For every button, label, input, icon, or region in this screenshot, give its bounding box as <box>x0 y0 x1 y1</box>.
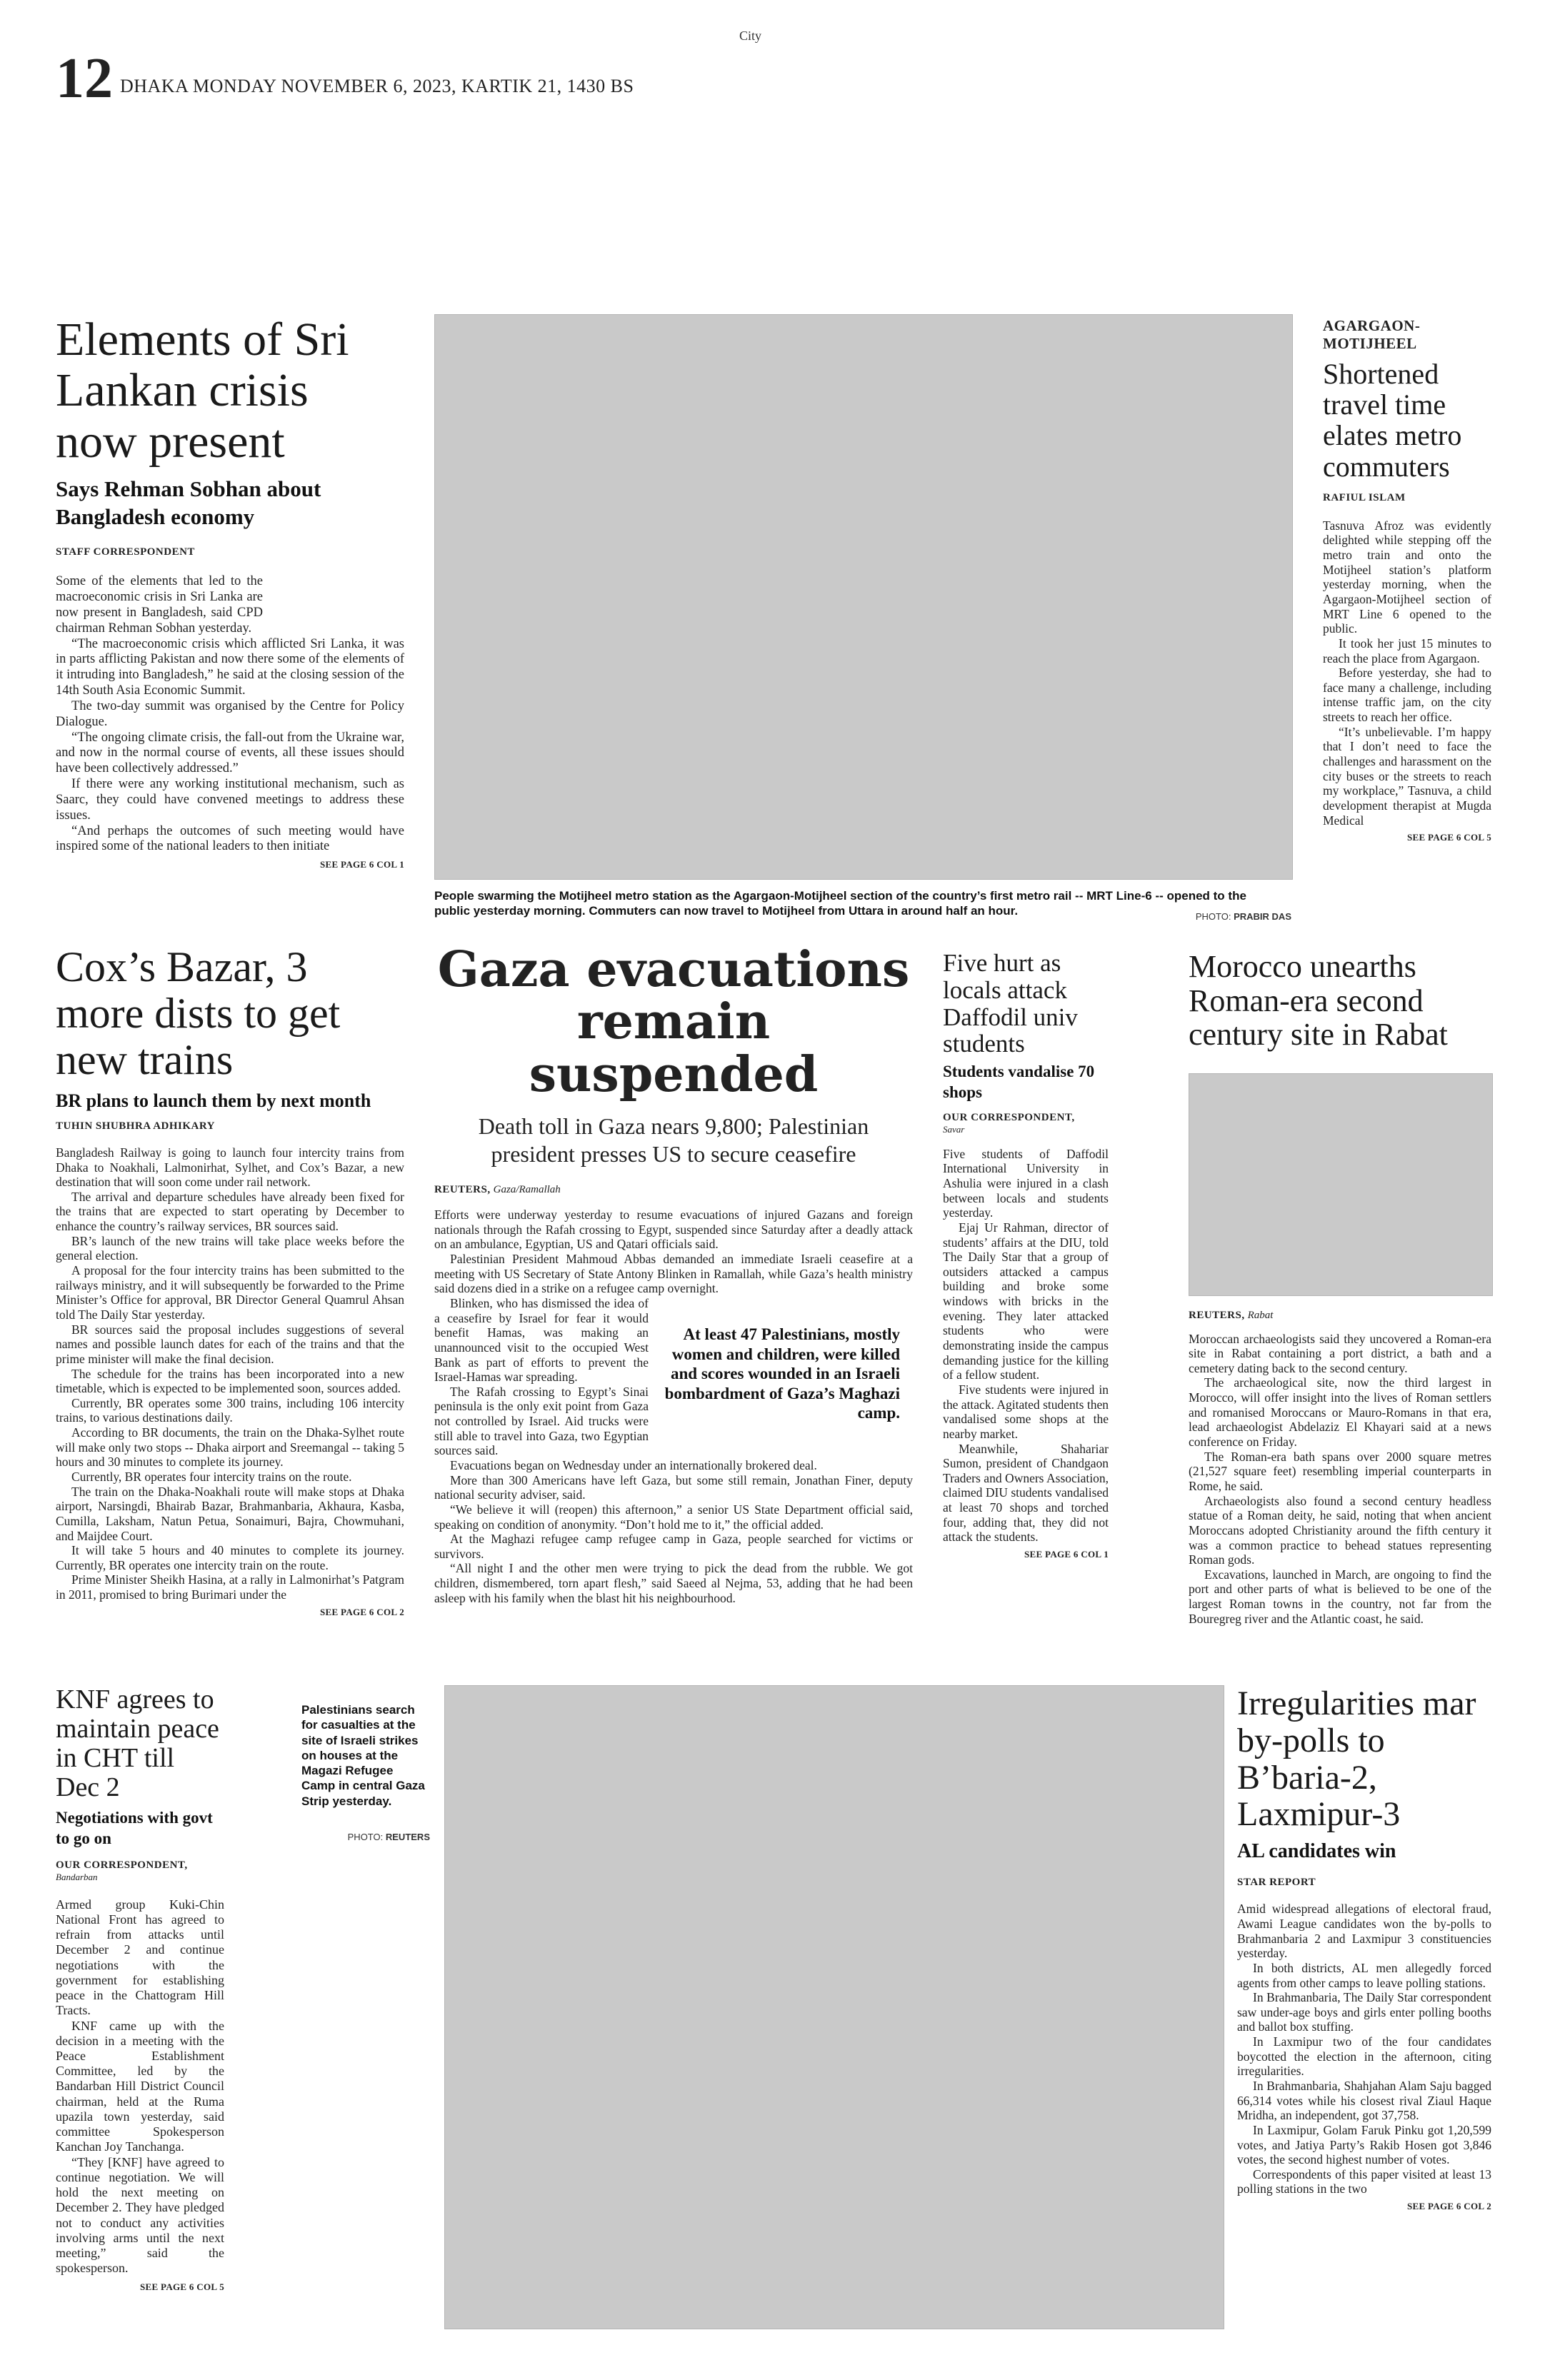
paragraph: In Brahmanbaria, The Daily Star correspondent saw under-age boys and girls enter polling booths and ballot box stuffing. <box>1237 1990 1491 2034</box>
place: Gaza/Ramallah <box>493 1184 561 1196</box>
headline: Gaza evacuations remain suspended <box>437 941 910 1103</box>
article-metro <box>1323 317 1491 843</box>
paragraph: In both districts, AL men allegedly forced agents from other camps to leave polling stations. <box>1237 1960 1491 1990</box>
morocco-photo <box>1189 1073 1493 1296</box>
article-knf <box>56 1685 224 2293</box>
paragraph: “They [KNF] have agreed to continue negotiation. We will hold the next meeting on December 2. They have pledged not to conduct any activities involving arms until the next meeting,” said the spokesperson. <box>56 2154 224 2276</box>
headline: Shortened travel time elates metro commuters <box>1323 358 1462 483</box>
credit-label: PHOTO: <box>1195 911 1231 922</box>
metro-photo-credit <box>1143 911 1291 922</box>
paragraph: In Laxmipur two of the four candidates boycotted the election in the afternoon, citing irregularities. <box>1237 2034 1491 2079</box>
headline: KNF agrees to maintain peace in CHT till Dec 2 <box>56 1684 219 1803</box>
article-body <box>434 1207 913 1605</box>
subhead: Students vandalise 70 shops <box>943 1063 1095 1101</box>
metro-photo <box>434 314 1293 880</box>
metro-photo-caption: People swarming the Motijheel metro station as the Agargaon-Motijheel section of the country’s first metro rail -- MRT Line-6 -- opened to the public yesterday morning. Commuters can now travel to Motijheel from Uttara in around half an hour. <box>434 889 1246 918</box>
see-page-link[interactable]: SEE PAGE 6 COL 1 <box>320 859 404 870</box>
credit-name: PRABIR DAS <box>1234 911 1291 922</box>
byline: REUTERS, <box>1189 1309 1245 1321</box>
byline: STAR REPORT <box>1237 1877 1316 1889</box>
article-body <box>943 1147 1109 1545</box>
paragraph: Five students of Daffodil International University in Ashulia were injured in a clash between locals and students yesterday. <box>943 1146 1109 1220</box>
paragraph: In Laxmipur, Golam Faruk Pinku got 1,20,599 votes, and Jatiya Party’s Rakib Hosen got 3,846 votes, the second highest number of votes. <box>1237 2122 1491 2167</box>
article-body <box>1323 518 1491 828</box>
paragraph: In Brahmanbaria, Shahjahan Alam Saju bagged 66,314 votes while his closest rival Ziaul Haque Mridha, an independent, got 37,758. <box>1237 2079 1491 2123</box>
article-body <box>56 1145 404 1602</box>
see-page-link[interactable]: SEE PAGE 6 COL 5 <box>1407 832 1491 843</box>
gaza-photo-caption: Palestinians search for casualties at the site of Israeli strikes on houses at the Magazi Refugee Camp in central Gaza Strip yesterday. <box>301 1703 425 1808</box>
section-label: City <box>739 29 762 43</box>
headline: Elements of Sri Lankan crisis now present <box>56 313 349 468</box>
paragraph: “The ongoing climate crisis, the fall-out from the Ukraine war, and now in the normal course of events, all these issues should have been collectively addressed.” <box>56 730 404 776</box>
headline: Morocco unearths Roman-era second century site in Rabat <box>1189 949 1448 1053</box>
see-page-link[interactable]: SEE PAGE 6 COL 5 <box>140 2281 224 2293</box>
article-body <box>56 1897 224 2276</box>
paragraph: Some of the elements that led to the macroeconomic crisis in Sri Lanka are now present in Bangladesh, said CPD chairman Rehman Sobhan yesterday. <box>56 574 263 636</box>
credit-name: REUTERS <box>385 1832 430 1842</box>
paragraph: “It’s unbelievable. I’m happy that I don’t need to face the challenges and harassment on the city buses or the streets to reach my workplace,” Tasnuva, a child development therapist at Mugda Medical <box>1323 724 1491 828</box>
pull-quote-row <box>434 1296 913 1458</box>
paragraph: Palestinian President Mahmoud Abbas demanded an immediate Israeli ceasefire at a meeting with US Secretary of State Antony Blinken in Ramallah, while Gaza’s health ministry said dozens died in a strike on a refugee camp overnight. <box>434 1252 913 1296</box>
paragraph: Correspondents of this paper visited at least 13 polling stations in the two <box>1237 2166 1491 2196</box>
paragraph: The Rafah crossing to Egypt’s Sinai peninsula is the only exit point from Gaza not controlled by Israel. Aid trucks were still able to travel into Gaza, two Egyptian sources said. <box>434 1384 649 1458</box>
paragraph: “We believe it will (reopen) this afternoon,” a senior US State Department official said, speaking on condition of anonymity. “Don’t hold me to it,” the official added. <box>434 1502 913 1532</box>
headline: Five hurt as locals attack Daffodil univ students <box>943 949 1078 1058</box>
subhead: BR plans to launch them by next month <box>56 1090 371 1112</box>
paragraph: KNF came up with the decision in a meeting with the Peace Establishment Committee, led by the Bandarban Hill District Council chairman, held at the Ruma upazila town yesterday, said committee Spokesperson Kanchan Joy Tanchanga. <box>56 2018 224 2154</box>
paragraph: “All night I and the other men were trying to pick the dead from the rubble. We got children, dismembered, torn apart flesh,” said Saeed al Nejma, 53, adding that he had been asleep with his family when the blast hit his neighbourhood. <box>434 1561 913 1605</box>
pull-quote: At least 47 Palestinians, mostly women and children, were killed and scores wounded in an Israeli bombardment of Gaza’s Maghazi camp. <box>664 1325 900 1422</box>
place: Rabat <box>1247 1309 1274 1321</box>
subhead: Negotiations with govt to go on <box>56 1809 213 1847</box>
paragraph: The archaeological site, now the third largest in Morocco, will offer insight into the lives of Roman settlers and romanised Moroccans or Mauro-Romans in that era, lead archaeologist Abdelaziz El Khayari said at a news conference on Friday. <box>1189 1375 1491 1450</box>
subhead: AL candidates win <box>1237 1840 1396 1863</box>
byline: OUR CORRESPONDENT, <box>56 1859 188 1871</box>
paragraph: The two-day summit was organised by the Centre for Policy Dialogue. <box>56 698 404 729</box>
paragraph: Currently, BR operates four intercity trains on the route. <box>71 1469 352 1484</box>
dateline-block <box>434 1183 913 1196</box>
paragraph: The train on the Dhaka-Noakhali route will make stops at Dhaka airport, Narsingdi, Bhairab Bazar, Brahmanbaria, Akhaura, Kasba, Cumilla, Laksham, Natun Petua, Sonaimuri, Bajra, Chowmuhani, and Maijdee Court. <box>56 1484 404 1543</box>
paragraph: Five students were injured in the attack. Agitated students then vandalised some shops at the nearby market. <box>943 1382 1109 1441</box>
paragraph: The Roman-era bath spans over 2000 square metres (21,527 square feet) resembling imperial counterparts in Rome, he said. <box>1189 1449 1491 1493</box>
article-coxs-bazar <box>56 944 404 1618</box>
gaza-photo <box>444 1685 1224 2329</box>
article-body <box>1189 1332 1491 1627</box>
credit-label: PHOTO: <box>347 1832 384 1842</box>
article-body <box>1237 1902 1491 2196</box>
place: Bandarban <box>56 1871 98 1882</box>
page-number: 12 <box>56 47 113 110</box>
dateline: DHAKA MONDAY NOVEMBER 6, 2023, KARTIK 21, 1430 BS <box>120 76 634 96</box>
article-body <box>56 574 404 855</box>
paragraph: It will take 5 hours and 40 minutes to complete its journey. Currently, BR operates one intercity train on the route. <box>56 1543 404 1572</box>
article-morocco <box>1189 950 1491 1626</box>
kicker: AGARGAON-MOTIJHEEL <box>1323 317 1421 352</box>
paragraph: Bangladesh Railway is going to launch four intercity trains from Dhaka to Noakhali, Lalmonirhat, Sylhet, and Cox’s Bazar, a new destination that will soon come under rail network. <box>56 1145 404 1190</box>
paragraph: Prime Minister Sheikh Hasina, at a rally in Lalmonirhat’s Patgram in 2011, promised to bring Burimari under the <box>56 1572 404 1602</box>
article-sri-lanka <box>56 314 404 870</box>
paragraph: Meanwhile, Shahariar Sumon, president of Chandgaon Traders and Owners Association, claimed DIU students vandalised at least 70 shops and torched four, adding that, they did not attack the students. <box>943 1441 1109 1545</box>
paragraph: Amid widespread allegations of electoral fraud, Awami League candidates won the by-polls to Brahmanbaria 2 and Laxmipur 3 constituencies yesterday. <box>1237 1902 1491 1961</box>
gaza-photo-credit <box>301 1832 430 1842</box>
paragraph: Moroccan archaeologists said they uncovered a Roman-era site in Rabat containing a port district, a bath and a cemetery dating back to the second century. <box>1189 1331 1491 1375</box>
paragraph: “And perhaps the outcomes of such meeting would have inspired some of the national leaders to then initiate <box>56 823 404 854</box>
byline: REUTERS, <box>434 1184 491 1196</box>
paragraph: A proposal for the four intercity trains has been submitted to the railways ministry, and it will subsequently be forwarded to the Prime Minister’s Office for approval, BR Director General Quamrul Ahsan told The Daily Star yesterday. <box>56 1263 404 1322</box>
byline: STAFF CORRESPONDENT <box>56 546 195 558</box>
paragraph: It took her just 15 minutes to reach the place from Agargaon. <box>1323 636 1491 666</box>
paragraph: If there were any working institutional mechanism, such as Saarc, they could have convened meetings to address these issues. <box>56 777 404 823</box>
paragraph: More than 300 Americans have left Gaza, but some still remain, Jonathan Finer, deputy national security adviser, said. <box>434 1472 913 1502</box>
paragraph: Currently, BR operates some 300 trains, including 106 intercity trains, to various destinations daily. <box>56 1395 404 1425</box>
paragraph: The arrival and departure schedules have already been fixed for the trains that are expected to start operating by December to enhance the country’s railway services, BR sources said. <box>56 1189 404 1234</box>
byline: TUHIN SHUBHRA ADHIKARY <box>56 1120 216 1132</box>
paragraph: Before yesterday, she had to face many a challenge, including intense traffic jam, on the city streets to reach her office. <box>1323 666 1491 725</box>
see-page-link[interactable]: SEE PAGE 6 COL 2 <box>320 1606 404 1617</box>
subhead: Says Rehman Sobhan about Bangladesh economy <box>56 476 321 529</box>
see-page-link[interactable]: SEE PAGE 6 COL 2 <box>1407 2201 1491 2212</box>
paragraph: Excavations, launched in March, are ongoing to find the port and other parts of what is believed to be one of the largest Roman towns in the country, not far from the Bouregreg river and the Atlantic coast, he said. <box>1189 1567 1491 1626</box>
article-gaza <box>434 941 913 1605</box>
place: Savar <box>943 1123 965 1135</box>
paragraph: Blinken, who has dismissed the idea of a ceasefire by Israel for fear it would benefit Hamas, was making an unannounced visit to the occupied West Bank as part of efforts to prevent the Israel-Hamas war spreading. <box>434 1295 649 1385</box>
paragraph: Tasnuva Afroz was evidently delighted while stepping off the metro train and onto the Motijheel station’s platform yesterday morning, when the Agargaon-Motijheel section of MRT Line 6 opened to the public. <box>1323 518 1491 636</box>
byline: RAFIUL ISLAM <box>1323 491 1406 503</box>
dateline-block <box>1189 1309 1491 1322</box>
paragraph: Efforts were underway yesterday to resume evacuations of injured Gazans and foreign nationals through the Rafah crossing to Egypt, suspended since Saturday after a deadly attack on an ambulance, Egyptian, US and Qatari officials said. <box>434 1207 913 1252</box>
article-daffodil <box>943 950 1109 1560</box>
deck: Death toll in Gaza nears 9,800; Palestinian president presses US to secure ceasefire <box>478 1113 869 1167</box>
paragraph: At the Maghazi refugee camp refugee camp in Gaza, people searched for victims or survivors. <box>434 1532 913 1561</box>
headline: Cox’s Bazar, 3 more dists to get new trains <box>56 943 341 1083</box>
paragraph: Evacuations began on Wednesday under an internationally brokered deal. <box>450 1457 817 1472</box>
paragraph: Ejaj Ur Rahman, director of students’ affairs at the DIU, told The Daily Star that a group of outsiders attacked a campus building and broke some windows with bricks in the evening. They later attacked students who were demonstrating inside the campus demanding justice for the killing of a fellow student. <box>943 1220 1109 1382</box>
article-bypolls <box>1237 1685 1491 2212</box>
narrow-column <box>434 1296 649 1458</box>
paragraph: BR sources said the proposal includes suggestions of several names and possible launch dates for each of the trains and that the prime minister will make the final decision. <box>56 1322 404 1366</box>
paragraph: Archaeologists also found a second century headless statue of a Roman deity, he said, noting that when ancient Moroccans adopted Christianity around the fifth century it was a common practice to behead statues representing Roman gods. <box>1189 1493 1491 1567</box>
byline: OUR CORRESPONDENT, <box>943 1111 1075 1123</box>
see-page-link[interactable]: SEE PAGE 6 COL 1 <box>1024 1548 1109 1560</box>
paragraph: BR’s launch of the new trains will take place weeks before the general election. <box>56 1233 404 1263</box>
paragraph: Armed group Kuki-Chin National Front has agreed to refrain from attacks until December 2 and continue negotiations with the government for establishing peace in the Chattogram Hill Tracts. <box>56 1897 224 2018</box>
headline: Irregularities mar by-polls to B’baria-2, Laxmipur-3 <box>1237 1684 1476 1834</box>
paragraph: According to BR documents, the train on the Dhaka-Sylhet route will make only two stops -- Dhaka airport and Sreemangal -- taking 5 hours and 30 minutes to complete its journey. <box>56 1425 404 1470</box>
paragraph: “The macroeconomic crisis which afflicted Sri Lanka, it was in parts afflicting Pakistan and now there some of the elements of it intruding into Bangladesh,” he said at the closing session of the 14th South Asia Economic Summit. <box>56 636 404 698</box>
paragraph: The schedule for the trains has been incorporated into a new timetable, which is expected to be implemented soon, sources added. <box>56 1366 404 1396</box>
